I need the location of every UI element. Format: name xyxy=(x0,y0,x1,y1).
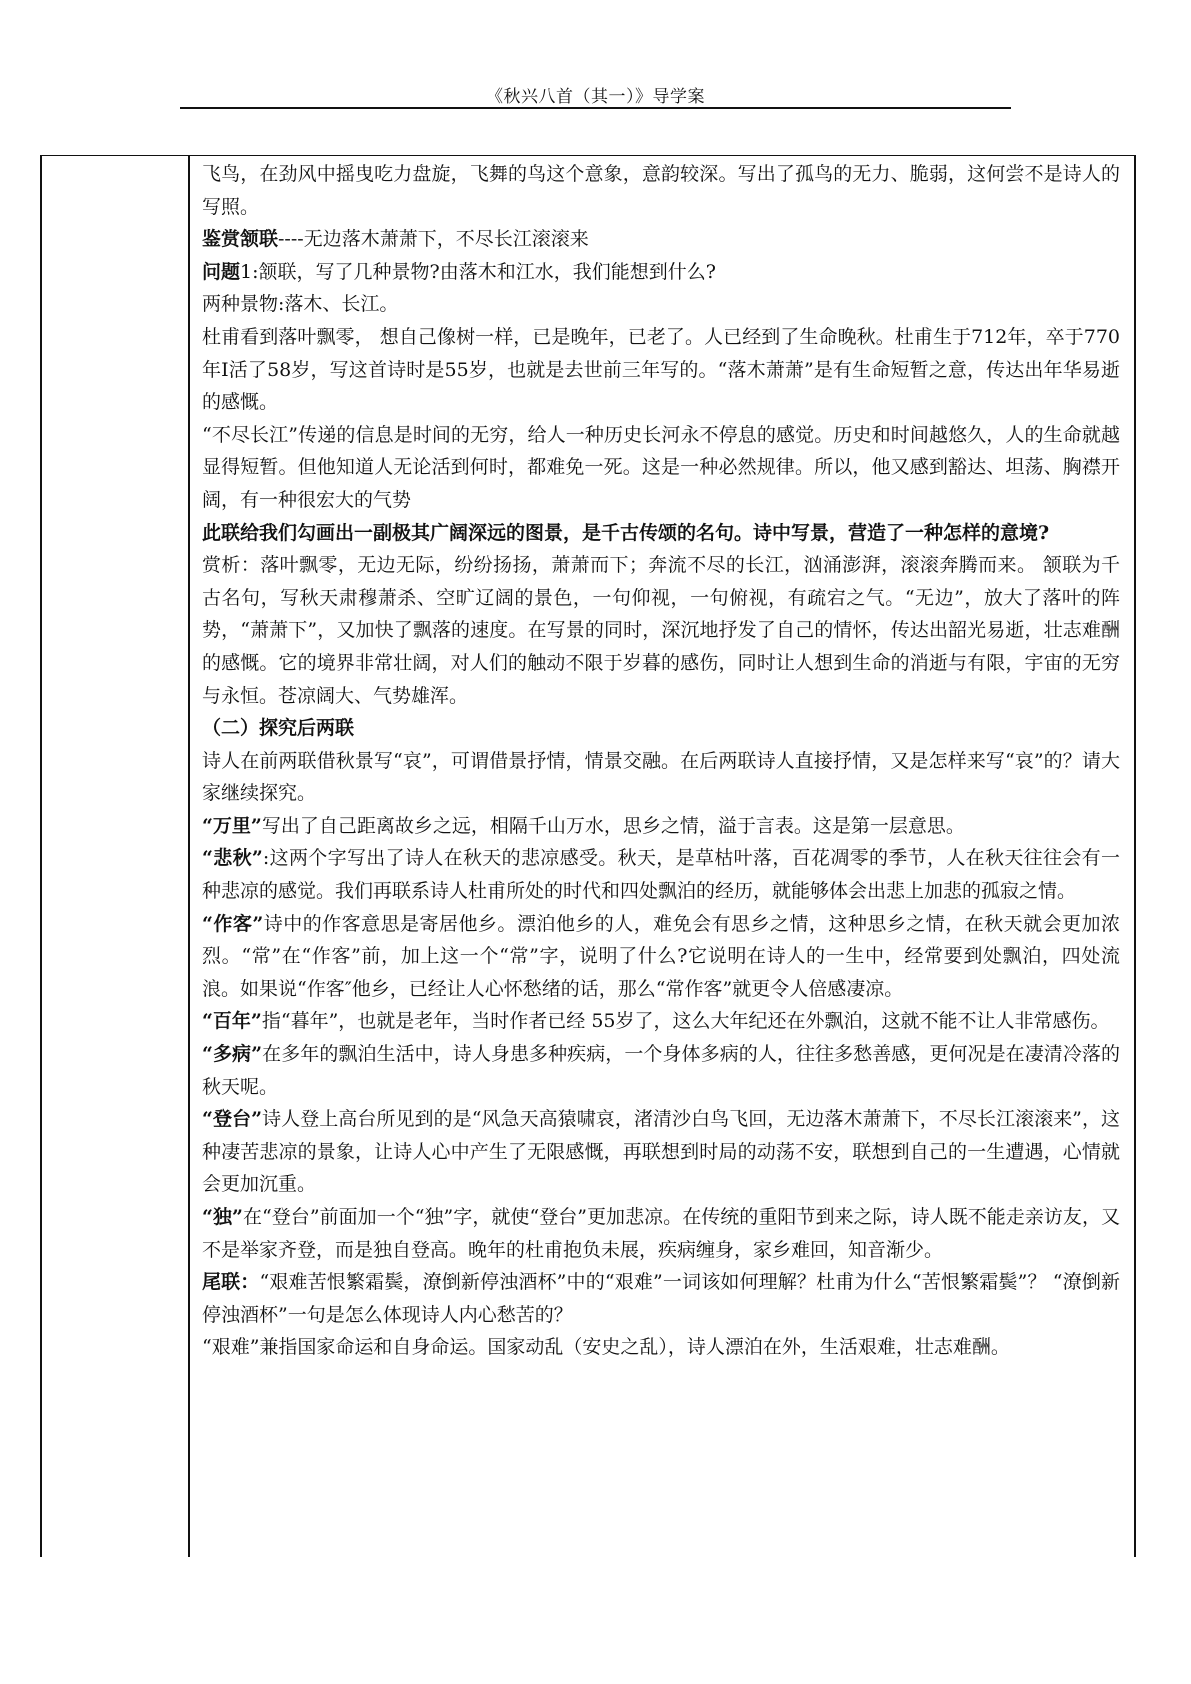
paragraph-appreciation: 赏析：落叶飘零，无边无际，纷纷扬扬，萧萧而下；奔流不尽的长江，汹涌澎湃，滚滚奔腾而来。 颔联为千古名句，写秋天肃穆萧杀、空旷辽阔的景色，一句仰视，一句俯视，有疏宕之气。“无边”，放大了落叶的阵势，“萧萧下”，又加快了飘落的速度。在写景的同时，深沉地抒发了自己的情怀，传达出韶光易逝，壮志难酬的感慨。它的境界非常壮阔，对人们的触动不限于岁暮的感伤，同时让人想到生命的消逝与有限，宇宙的无穷与永恒。苍凉阔大、气势雄浑。 xyxy=(202,554,1120,707)
term-label: “多病” xyxy=(202,1043,263,1066)
question-text: 1:颔联，写了几种景物?由落木和江水，我们能想到什么? xyxy=(240,260,716,283)
paragraph-jiannan: “艰难”兼指国家命运和自身命运。国家动乱（安史之乱），诗人漂泊在外，生活艰难，壮志难酬。 xyxy=(202,1336,1010,1359)
term-bainian xyxy=(202,1005,1120,1038)
heading-bold: 鉴赏颔联 xyxy=(202,228,279,251)
paragraph-falling-leaves: 杜甫看到落叶飘零， 想自己像树一样，已是晚年，已老了。人已经到了生命晚秋。杜甫生于712年，卒于770年I活了58岁，写这首诗时是55岁，也就是去世前三年写的。“落木萧萧”是有生命短暂之意，传达出年华易逝的感慨。 xyxy=(202,325,1120,414)
term-zuoke xyxy=(202,908,1120,1006)
paragraph-intro-sorrow: 诗人在前两联借秋景写“哀”，可谓借景抒情，情景交融。在后两联诗人直接抒情，又是怎样来写“哀”的？请大家继续探究。 xyxy=(202,749,1120,805)
question-weilian xyxy=(202,1266,1120,1331)
question-mood: 此联给我们勾画出一副极其广阔深远的图景，是千古传颂的名句。诗中写景，营造了一种怎样的意境? xyxy=(202,521,1050,544)
header-rule xyxy=(180,107,1011,109)
term-du xyxy=(202,1201,1120,1266)
question-1 xyxy=(202,256,1120,289)
lesson-table xyxy=(40,155,1136,1557)
section-heading-hanlian xyxy=(202,223,1120,256)
term-label: “登台” xyxy=(202,1108,263,1131)
document-header-title: 《秋兴八首（其一）》导学案 xyxy=(486,87,705,107)
term-duobing xyxy=(202,1038,1120,1103)
term-beiqiu xyxy=(202,842,1120,907)
term-text: 写出了自己距离故乡之远，相隔千山万水，思乡之情，溢于言表。这是第一层意思。 xyxy=(261,814,965,837)
table-right-border xyxy=(1134,156,1136,1557)
term-label: “百年” xyxy=(202,1010,262,1033)
term-label: “作客” xyxy=(202,912,264,935)
paragraph-bird-image: 飞鸟，在劲风中摇曳吃力盘旋，飞舞的鸟这个意象，意韵较深。写出了孤鸟的无力、脆弱，这何尝不是诗人的写照。 xyxy=(202,163,1120,218)
term-text: :这两个字写出了诗人在秋天的悲凉感受。秋天，是草枯叶落，百花凋零的季节，人在秋天往往会有一种悲凉的感觉。我们再联系诗人杜甫所处的时代和四处飘泊的经历，就能够体会出悲上加悲的孤寂之情。 xyxy=(202,847,1121,903)
heading-rest: ----无边落木萧萧下，不尽长江滚滚来 xyxy=(278,228,589,251)
paragraph-endless-river: “不尽长江”传递的信息是时间的无穷，给人一种历史长河永不停息的感觉。历史和时间越悠久，人的生命就越显得短暂。但他知道人无论活到何时，都难免一死。这是一种必然规律。所以，他又感到豁达、坦荡、胸襟开阔，有一种很宏大的气势 xyxy=(202,423,1120,511)
section-heading-last-two: （二）探究后两联 xyxy=(202,717,355,740)
term-text: 诗中的作客意思是寄居他乡。漂泊他乡的人，难免会有思乡之情，这种思乡之情，在秋天就会更加浓烈。“常”在“作客”前，加上这一个“常”字，说明了什么?它说明在诗人的一生中，经常要到处飘泊，四处流浪。如果说“作客″他乡，已经让人心怀愁绪的话，那么“常作客”就更令人倍感凄凉。 xyxy=(202,912,1120,1000)
answer-two-scenes: 两种景物:落木、长江。 xyxy=(202,293,399,316)
term-label: “万里” xyxy=(202,814,262,837)
question-label: 问题 xyxy=(202,260,241,283)
lesson-content-cell xyxy=(202,158,1120,1364)
term-text: 诗人登上高台所见到的是“风急天高猿啸哀，渚清沙白鸟飞回，无边落木萧萧下，不尽长江滚滚来”，这种凄苦悲凉的景象，让诗人心中产生了无限感慨，再联想到时局的动荡不安，联想到自己的一生遭遇，心情就会更加沉重。 xyxy=(202,1108,1120,1196)
term-text: 在多年的飘泊生活中，诗人身患多种疾病，一个身体多病的人，往往多愁善感，更何况是在凄清冷落的秋天呢。 xyxy=(202,1043,1120,1098)
term-text: 在“登台”前面加一个“独”字，就使“登台”更加悲凉。在传统的重阳节到来之际，诗人既不能走亲访友，又不是举家齐登，而是独自登高。晚年的杜甫抱负未展，疾病缠身，家乡难回，知音渐少。 xyxy=(202,1206,1120,1261)
term-text: 指“暮年”，也就是老年，当时作者已经 55岁了，这么大年纪还在外飘泊，这就不能不让人非常感伤。 xyxy=(261,1010,1110,1033)
term-wanli xyxy=(202,810,1120,843)
term-label: “悲秋” xyxy=(202,847,263,870)
term-label: “独” xyxy=(202,1206,243,1228)
table-column-divider xyxy=(188,156,190,1557)
question-text: “艰难苦恨繁霜鬓，潦倒新停浊酒杯”中的“艰难”一词该如何理解？杜甫为什么“苦恨繁霜鬓”？ “潦倒新停浊酒杯”一句是怎么体现诗人内心愁苦的？ xyxy=(202,1271,1120,1326)
table-left-border xyxy=(40,156,42,1557)
question-label: 尾联： xyxy=(202,1271,260,1294)
term-dengtai xyxy=(202,1103,1120,1201)
